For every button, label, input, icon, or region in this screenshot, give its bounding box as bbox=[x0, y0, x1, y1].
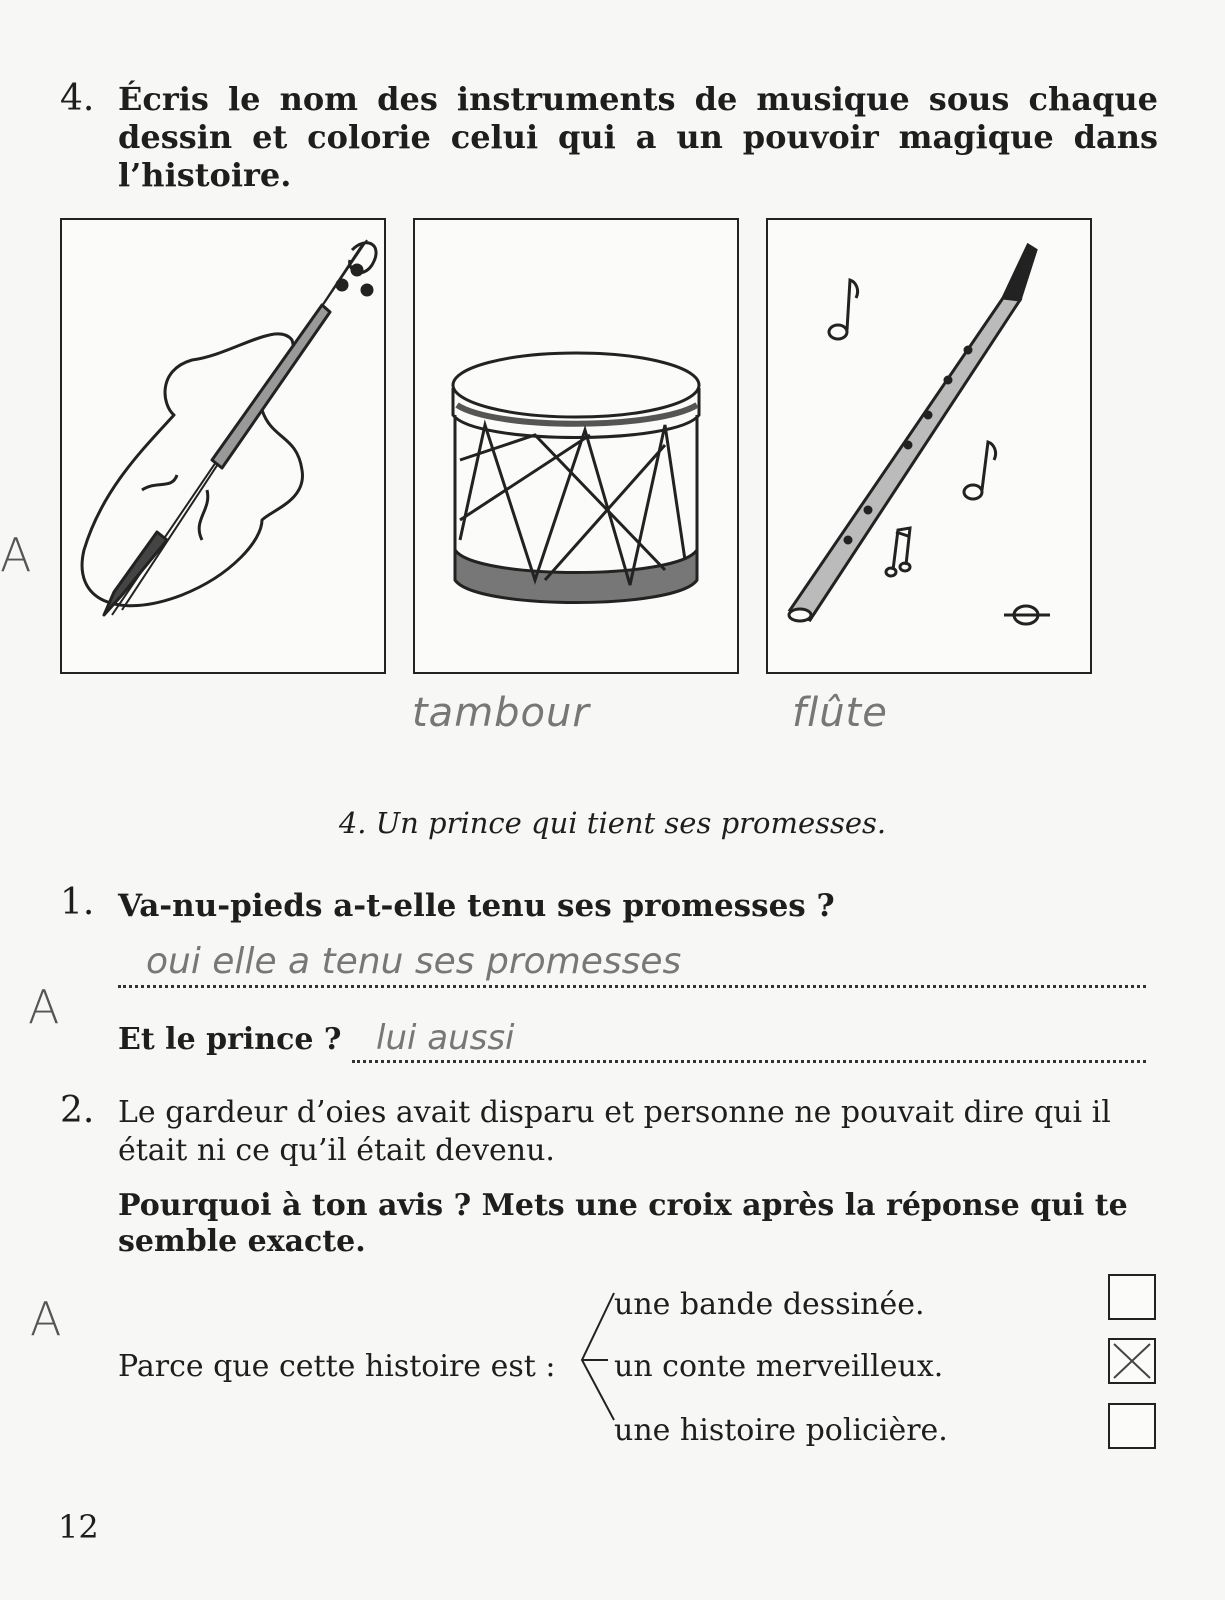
question-1-prompt-2: Et le prince ? bbox=[118, 1022, 342, 1057]
grade-mark-1: A bbox=[0, 528, 32, 582]
exercise-number: 4. bbox=[60, 78, 95, 119]
page-number: 12 bbox=[58, 1508, 99, 1546]
option-1-label: une bande dessinée. bbox=[614, 1287, 925, 1322]
grade-mark-2: A bbox=[28, 980, 60, 1034]
question-1-prompt: Va-nu-pieds a-t-elle tenu ses promesses ? bbox=[118, 888, 835, 924]
question-2-lead: Parce que cette histoire est : bbox=[118, 1349, 556, 1384]
flute-icon bbox=[768, 220, 1090, 672]
drum-frame bbox=[413, 218, 739, 674]
exercise-instruction: Écris le nom des instruments de musique sous chaque dessin et colorie celui qui a un pouvoir magique dans l’histoire. bbox=[118, 80, 1158, 194]
grade-mark-3: A bbox=[30, 1292, 62, 1346]
question-1-answer-2: lui aussi bbox=[376, 1018, 515, 1058]
question-2-text: Le gardeur d’oies avait disparu et personne ne pouvait dire qui il était ni ce qu’il était devenu. bbox=[118, 1095, 1111, 1168]
answer-line-2 bbox=[352, 1018, 1146, 1063]
option-3-label: une histoire policière. bbox=[614, 1413, 948, 1448]
flute-frame bbox=[766, 218, 1092, 674]
answer-drum: tambour bbox=[412, 690, 590, 736]
question-1-number: 1. bbox=[60, 882, 95, 923]
drum-icon bbox=[415, 220, 737, 672]
section-caption: 4. Un prince qui tient ses promesses. bbox=[338, 806, 887, 840]
answer-flute: flûte bbox=[792, 690, 888, 736]
question-1-answer: oui elle a tenu ses promesses bbox=[146, 941, 682, 982]
answer-line-1 bbox=[118, 941, 1146, 988]
violin-frame bbox=[60, 218, 386, 674]
question-2-prompt: Pourquoi à ton avis ? Mets une croix après la réponse qui te semble exacte. bbox=[118, 1188, 1128, 1259]
question-2-number: 2. bbox=[60, 1090, 95, 1131]
option-3-checkbox[interactable] bbox=[1108, 1403, 1156, 1449]
option-1-checkbox[interactable] bbox=[1108, 1274, 1156, 1320]
option-2-checkbox[interactable] bbox=[1108, 1338, 1156, 1384]
violin-icon bbox=[62, 220, 384, 672]
cross-mark-icon bbox=[1110, 1340, 1154, 1382]
brace-lines bbox=[578, 1285, 618, 1425]
option-2-label: un conte merveilleux. bbox=[614, 1349, 944, 1384]
